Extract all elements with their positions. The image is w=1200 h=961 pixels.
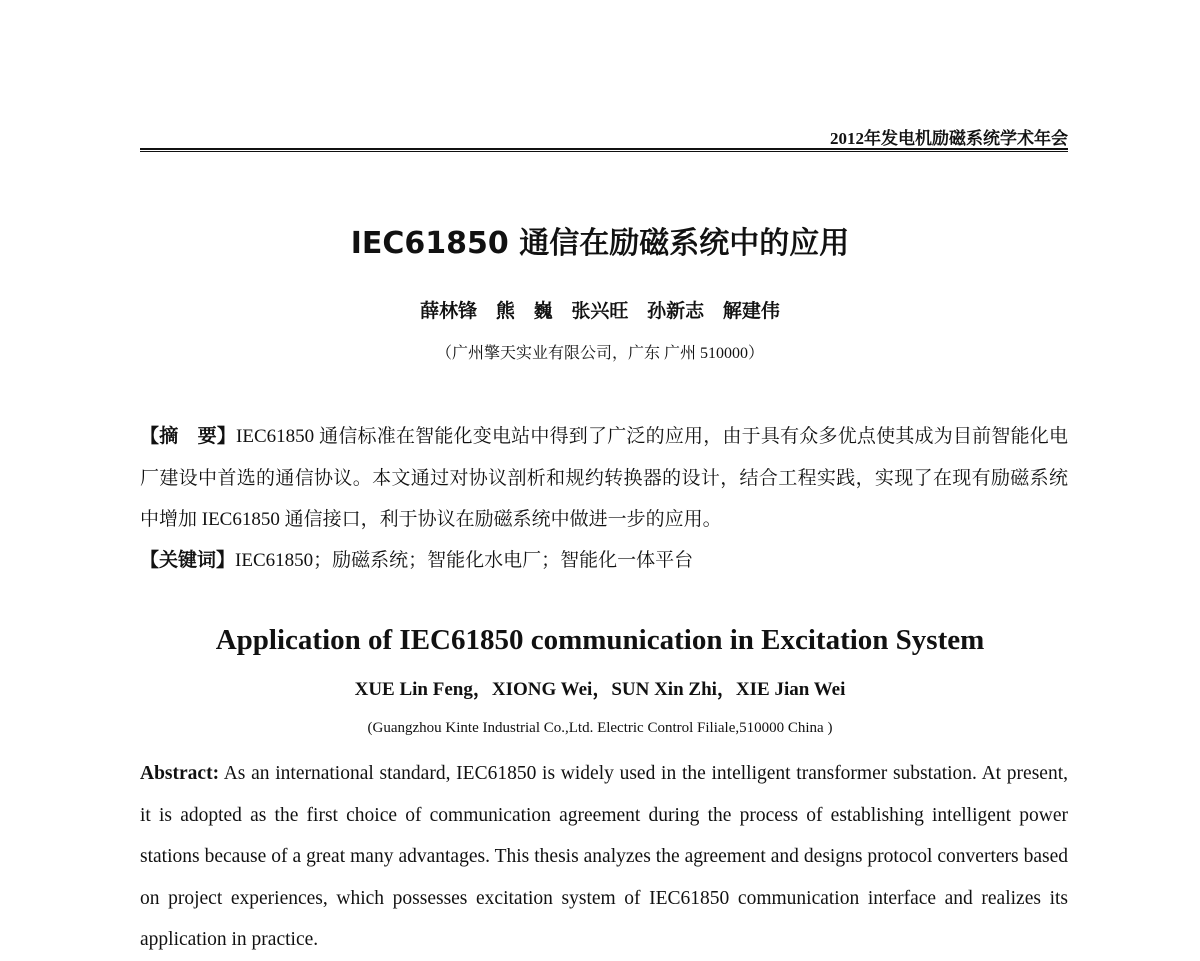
abstract-text-en: As an international standard, IEC61850 is widely used in the intelligent transformer substation. At present, it is adopted as the first choice of communication agreement during the process of establishing intelligent power stations because of a great many advantages. This thesis analyzes the agreement and designs protocol converters based on project experiences, which possesses excitation system of IEC61850 communication interface and realizes its application in practice. bbox=[140, 763, 1068, 950]
english-title: Application of IEC61850 communication in Excitation System bbox=[215, 624, 985, 656]
keywords-text-cn: IEC61850；励磁系统；智能化水电厂；智能化一体平台 bbox=[235, 550, 694, 571]
english-affiliation: (Guangzhou Kinte Industrial Co.,Ltd. Electric Control Filiale,510000 China ) bbox=[367, 720, 833, 736]
keywords-label-cn: 【关键词】 bbox=[140, 549, 236, 571]
header-rule bbox=[140, 148, 1068, 150]
chinese-abstract bbox=[140, 416, 1068, 541]
abstract-label-cn: 【摘 要】 bbox=[140, 425, 237, 447]
chinese-affiliation: （广州擎天实业有限公司，广东 广州 510000） bbox=[435, 345, 764, 362]
abstract-text-cn: IEC61850 通信标准在智能化变电站中得到了广泛的应用，由于具有众多优点使其成为目前智能化电厂建设中首选的通信协议。本文通过对协议剖析和规约转换器的设计，结合工程实践，实现了在现有励磁系统中增加 IEC61850 通信接口，利于协议在励磁系统中做进一步的应用。 bbox=[140, 426, 1068, 530]
running-header: 2012年发电机励磁系统学术年会 bbox=[830, 129, 1068, 148]
english-abstract bbox=[140, 753, 1068, 961]
chinese-title: IEC61850 通信在励磁系统中的应用 bbox=[350, 226, 850, 261]
chinese-keywords bbox=[140, 540, 1068, 582]
english-authors: XUE Lin Feng，XIONG Wei，SUN Xin Zhi，XIE Jian Wei bbox=[354, 679, 846, 700]
header-rule-thin bbox=[140, 151, 1068, 152]
abstract-label-en: Abstract: bbox=[140, 763, 220, 784]
chinese-authors: 薛林锋 熊 巍 张兴旺 孙新志 解建伟 bbox=[420, 301, 780, 322]
